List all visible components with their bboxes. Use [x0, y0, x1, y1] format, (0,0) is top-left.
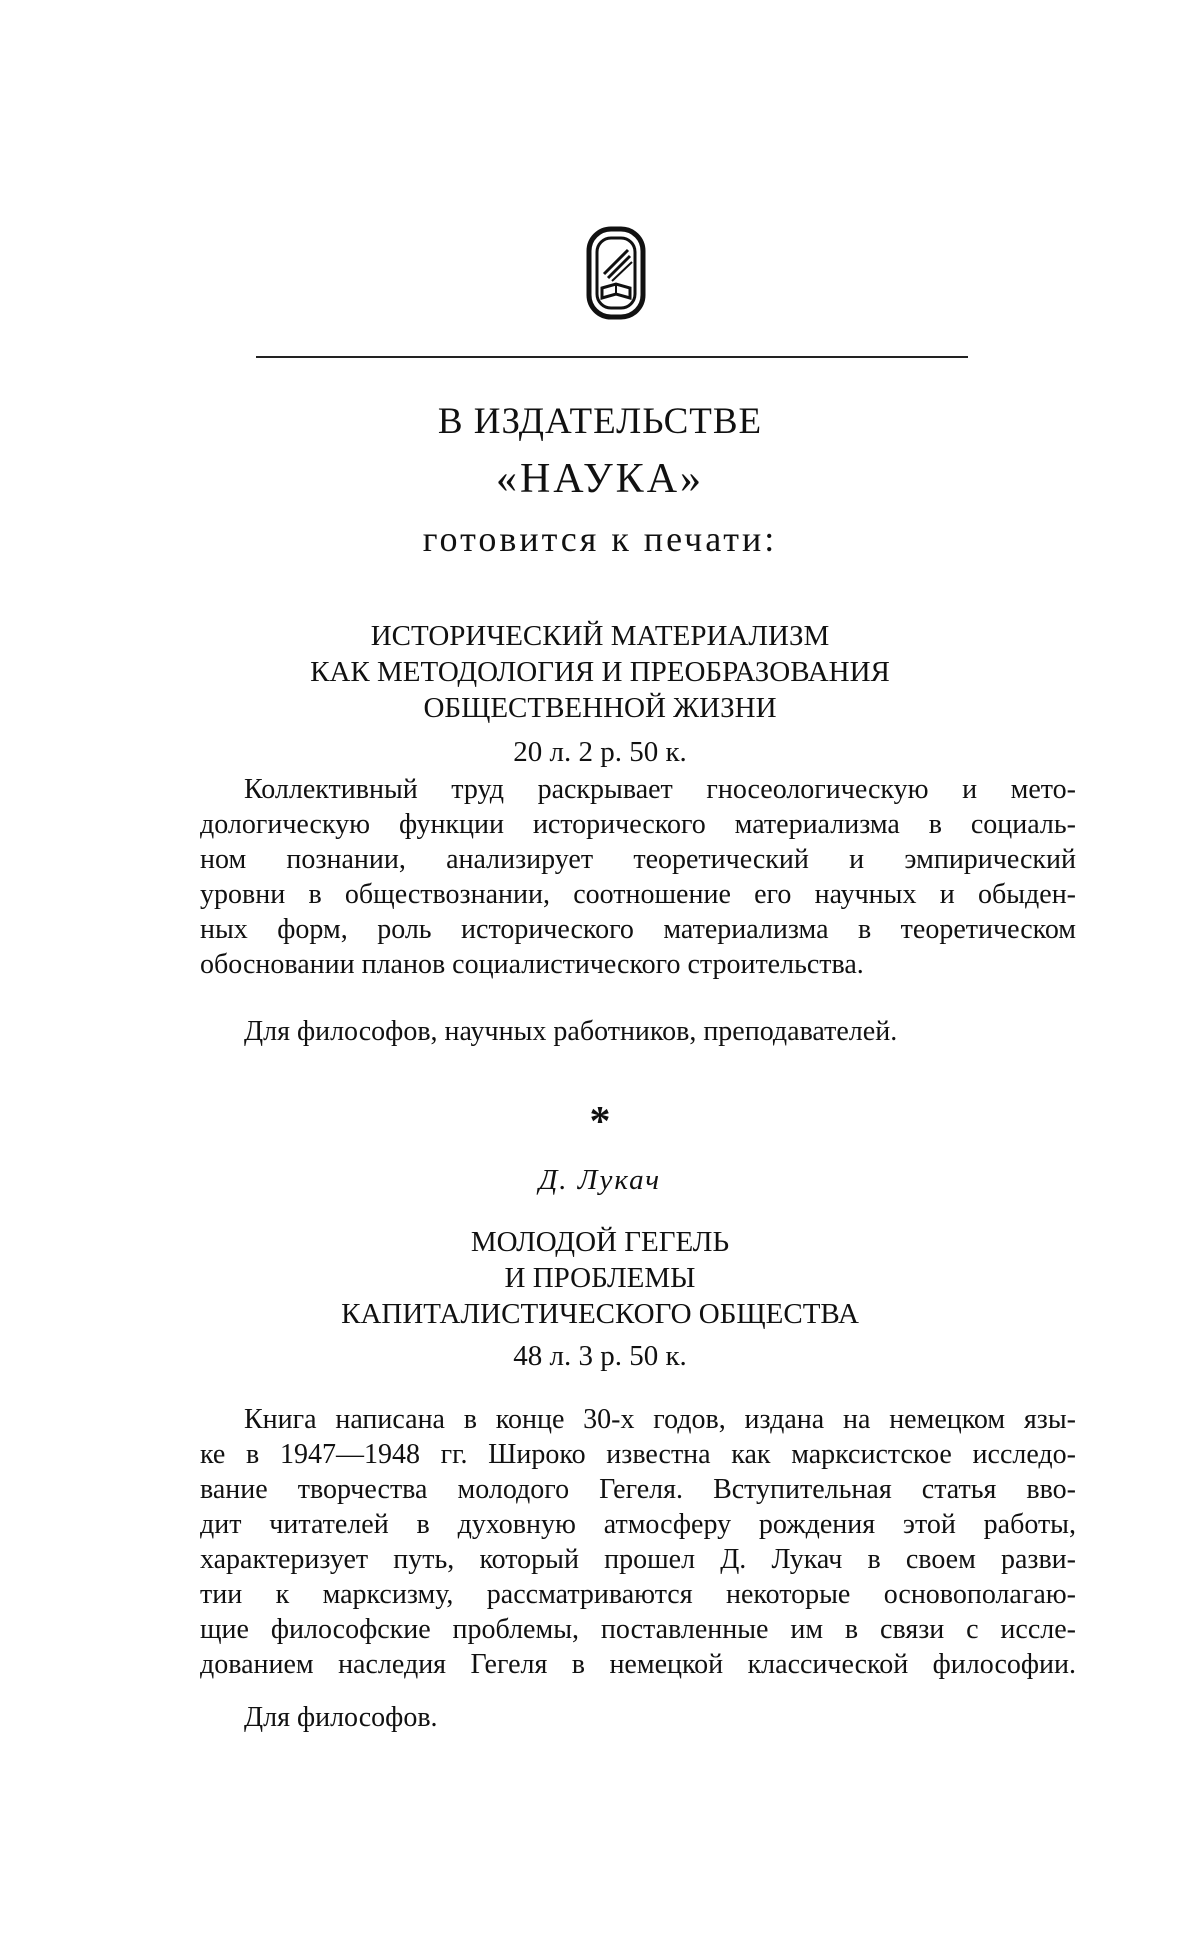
book2-title-line: И ПРОБЛЕМЫ: [504, 1262, 696, 1294]
header-rule: [256, 356, 968, 358]
book2-author: Д. Лукач: [538, 1164, 662, 1196]
book2-title-line: МОЛОДОЙ ГЕГЕЛЬ: [470, 1226, 730, 1258]
description-line: обосновании планов социалистического строительства.: [200, 949, 864, 980]
book1-title-line: ИСТОРИЧЕСКИЙ МАТЕРИАЛИЗМ: [370, 620, 830, 652]
section-separator: *: [589, 1099, 611, 1145]
book2-description: [200, 1402, 1076, 1682]
description-line: Книга написана в конце 30-х годов, издана на немецком язы-: [244, 1404, 1076, 1435]
description-line: тии к марксизму, рассматриваются некоторые основополагаю-: [200, 1579, 1076, 1610]
book1-title-line: ОБЩЕСТВЕННОЙ ЖИЗНИ: [423, 692, 777, 724]
description-line: ных форм, роль исторического материализма в теоретическом: [200, 914, 1076, 945]
book1-description: [200, 772, 1076, 982]
description-line: дит читателей в духовную атмосферу рождения этой работы,: [200, 1509, 1076, 1540]
book2-audience: Для философов.: [244, 1702, 438, 1733]
description-line: дованием наследия Гегеля в немецкой классической философии.: [200, 1649, 1076, 1680]
header-line-3: готовится к печати:: [422, 519, 778, 559]
description-line: Коллективный труд раскрывает гносеологическую и мето-: [244, 774, 1076, 805]
description-line: ном познании, анализирует теоретический и эмпирический: [200, 844, 1076, 875]
book2-price: 48 л. 3 р. 50 к.: [513, 1340, 687, 1372]
description-line: уровни в обществознании, соотношение его научных и обыден-: [200, 879, 1076, 910]
description-line: щие философские проблемы, поставленные им в связи с иссле-: [200, 1614, 1076, 1645]
publisher-logo-icon: [586, 226, 646, 320]
book1-price: 20 л. 2 р. 50 к.: [513, 736, 687, 768]
description-line: вание творчества молодого Гегеля. Вступительная статья вво-: [200, 1474, 1076, 1505]
book2-title-line: КАПИТАЛИСТИЧЕСКОГО ОБЩЕСТВА: [341, 1298, 859, 1330]
book1-title-line: КАК МЕТОДОЛОГИЯ И ПРЕОБРАЗОВАНИЯ: [310, 656, 890, 688]
description-line: характеризует путь, который прошел Д. Лукач в своем разви-: [200, 1544, 1076, 1575]
book1-audience: Для философов, научных работников, преподавателей.: [244, 1016, 898, 1047]
publisher-name: «НАУКА»: [495, 456, 705, 502]
description-line: ке в 1947—1948 гг. Широко известна как марксистское исследо-: [200, 1439, 1076, 1470]
header-line-1: В ИЗДАТЕЛЬСТВЕ: [437, 401, 763, 442]
description-line: дологическую функции исторического материализма в социаль-: [200, 809, 1076, 840]
